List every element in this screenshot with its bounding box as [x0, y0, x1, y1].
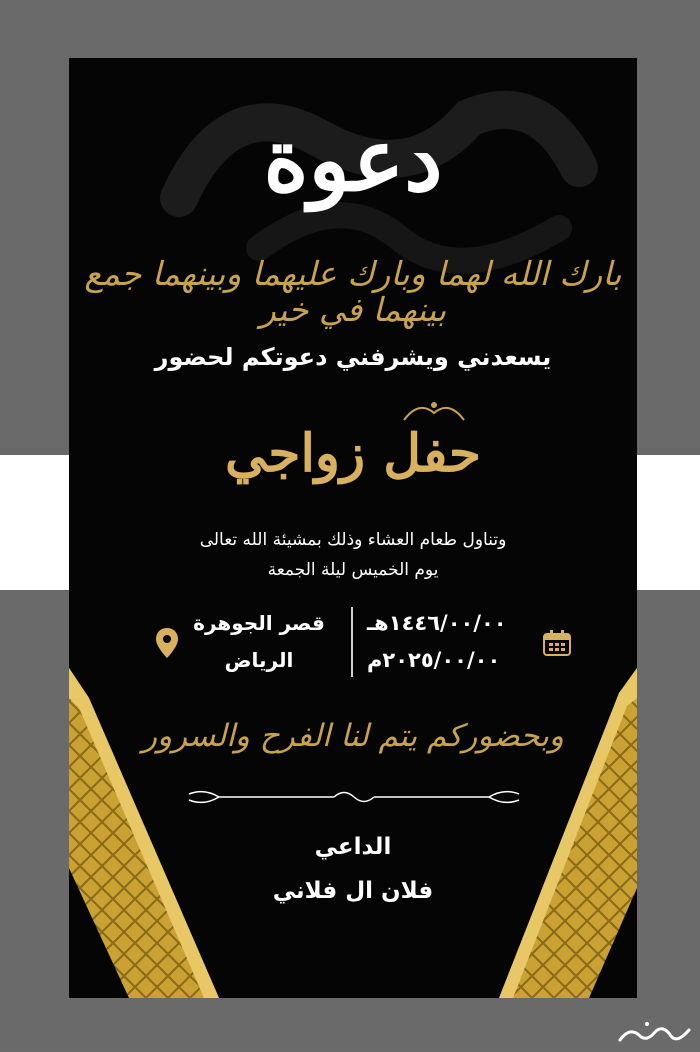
site-logo	[615, 1018, 695, 1048]
date-gregorian: ٢٠٢٥/٠٠/٠٠م	[367, 648, 501, 672]
dinner-line: وتناول طعام العشاء وذلك بمشيئة الله تعالى	[199, 530, 507, 550]
blessing-calligraphy: بارك الله لهما وبارك عليهما وبينهما جمع بينهما في خير	[84, 254, 622, 330]
closing-wish-calligraphy: وبحضوركم يتم لنا الفرح والسرور	[142, 718, 564, 754]
calendar-icon	[542, 629, 572, 657]
honor-line: يسعدني ويشرفني دعوتكم لحضور	[154, 343, 552, 371]
venue-city: الرياض	[224, 648, 294, 672]
day-line: يوم الخميس ليلة الجمعة	[267, 560, 439, 580]
date-hijri: ١٤٤٦/٠٠/٠٠هـ	[367, 611, 507, 635]
host-name: فلان ال فلاني	[272, 878, 434, 904]
event-name: حفل زواجي	[224, 423, 482, 484]
ornamental-divider	[179, 786, 529, 808]
venue-name: قصر الجوهرة	[193, 611, 325, 635]
invitation-title: دعوة	[263, 110, 443, 211]
location-pin-icon	[155, 627, 179, 659]
host-label: الداعي	[314, 834, 392, 860]
floral-ornament-icon	[399, 395, 469, 425]
haraj-logo-icon	[615, 1018, 695, 1048]
gold-sash-left	[69, 668, 219, 998]
gold-sash-right	[499, 668, 637, 998]
invitation-card	[69, 58, 637, 998]
vertical-divider	[351, 607, 353, 677]
